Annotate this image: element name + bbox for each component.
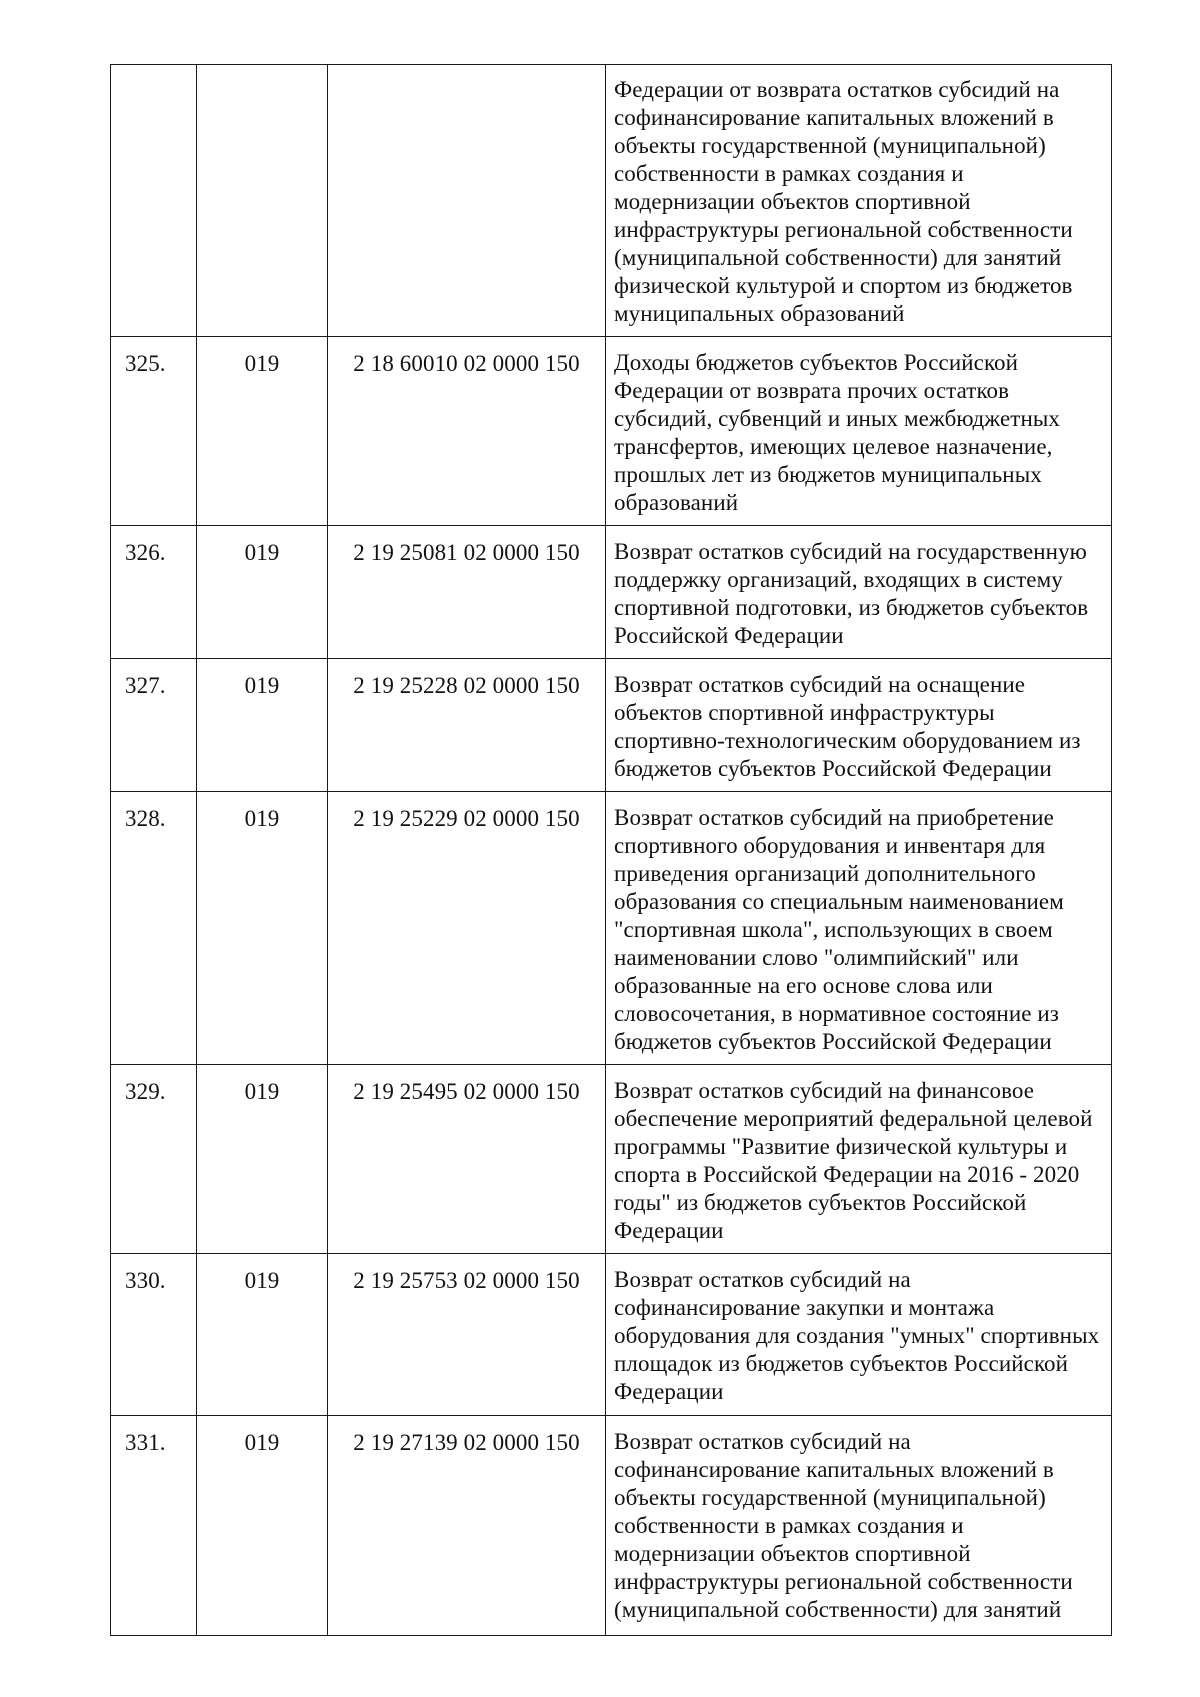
row-description: Возврат остатков субсидий на финансовое обеспечение мероприятий федеральной целевой программы "Развитие физической культуры и спорта в Российской Федерации на 2016 - 2020 годы" из бюджетов субъектов Российской Федерации [614,1078,1093,1243]
table-row [111,526,1112,659]
row-number-cell [111,659,197,792]
table-row [111,792,1112,1065]
row-number-cell [111,337,197,526]
row-number: 326. [125,540,166,565]
admin-code-cell [197,526,328,659]
row-number: 325. [125,351,166,376]
row-number: 331. [125,1430,166,1455]
admin-code: 019 [244,1079,280,1104]
kbk-code: 2 19 27139 02 0000 150 [353,1430,580,1455]
revenue-codes-table [110,64,1112,1636]
admin-code-cell [197,659,328,792]
admin-code: 019 [244,351,280,376]
description-cell [606,792,1112,1065]
kbk-code: 2 19 25753 02 0000 150 [353,1268,580,1293]
row-number-cell [111,792,197,1065]
description-cell [606,1065,1112,1254]
kbk-code-cell [328,1416,606,1636]
row-number [111,65,196,78]
row-number-cell [111,526,197,659]
admin-code-cell [197,792,328,1065]
kbk-code-cell [328,526,606,659]
row-description: Возврат остатков субсидий на софинансирование закупки и монтажа оборудования для создания "умных" спортивных площадок из бюджетов субъектов Российской Федерации [614,1267,1100,1404]
table-row [111,65,1112,337]
description-cell [606,1254,1112,1416]
row-number-cell [111,1254,197,1416]
row-number: 328. [125,806,166,831]
row-number-cell [111,1065,197,1254]
row-number-cell [111,65,197,337]
description-cell [606,1416,1112,1636]
row-description: Возврат остатков субсидий на софинансирование капитальных вложений в объекты государственной (муниципальной) собственности в рамках создания и модернизации объектов спортивной инфраструктуры региональной собственности (муниципальной собственности) для занятий [614,1429,1073,1622]
kbk-code-cell [328,337,606,526]
kbk-code-cell [328,792,606,1065]
admin-code [197,65,327,78]
admin-code-cell [197,65,328,337]
table-row [111,659,1112,792]
row-description: Доходы бюджетов субъектов Российской Федерации от возврата прочих остатков субсидий, субвенций и иных межбюджетных трансфертов, имеющих целевое назначение, прошлых лет из бюджетов муниципальных образований [614,350,1061,515]
kbk-code: 2 19 25081 02 0000 150 [353,540,580,565]
row-description: Возврат остатков субсидий на приобретение спортивного оборудования и инвентаря для приведения организаций дополнительного образования со специальным наименованием "спортивная школа", использующих в своем наименовании слово "олимпийский" или образованные на его основе слова или словосочетания, в нормативное состояние из бюджетов субъектов Российской Федерации [614,805,1064,1054]
admin-code-cell [197,1065,328,1254]
admin-code-cell [197,1254,328,1416]
kbk-code: 2 19 25229 02 0000 150 [353,806,580,831]
row-description: Федерации от возврата остатков субсидий на софинансирование капитальных вложений в объекты государственной (муниципальной) собственности в рамках создания и модернизации объектов спортивной инфраструктуры региональной собственности (муниципальной собственности) для занятий физической культурой и спортом из бюджетов муниципальных образований [614,77,1073,326]
admin-code: 019 [244,673,280,698]
description-cell [606,65,1112,337]
description-cell [606,659,1112,792]
table-row [111,337,1112,526]
table-row [111,1254,1112,1416]
row-number: 329. [125,1079,166,1104]
kbk-code [328,65,605,78]
description-cell [606,526,1112,659]
kbk-code-cell [328,1254,606,1416]
kbk-code: 2 18 60010 02 0000 150 [353,351,580,376]
description-cell [606,337,1112,526]
table-row [111,1416,1112,1636]
admin-code-cell [197,337,328,526]
kbk-code: 2 19 25228 02 0000 150 [353,673,580,698]
admin-code: 019 [244,540,280,565]
admin-code: 019 [244,1268,280,1293]
kbk-code: 2 19 25495 02 0000 150 [353,1079,580,1104]
row-number: 327. [125,673,166,698]
kbk-code-cell [328,659,606,792]
admin-code: 019 [244,1430,280,1455]
table-row [111,1065,1112,1254]
row-number: 330. [125,1268,166,1293]
row-description: Возврат остатков субсидий на оснащение объектов спортивной инфраструктуры спортивно-технологическим оборудованием из бюджетов субъектов Российской Федерации [614,672,1081,781]
admin-code-cell [197,1416,328,1636]
row-number-cell [111,1416,197,1636]
row-description: Возврат остатков субсидий на государственную поддержку организаций, входящих в систему спортивной подготовки, из бюджетов субъектов Российской Федерации [614,539,1089,648]
kbk-code-cell [328,1065,606,1254]
admin-code: 019 [244,806,280,831]
kbk-code-cell [328,65,606,337]
